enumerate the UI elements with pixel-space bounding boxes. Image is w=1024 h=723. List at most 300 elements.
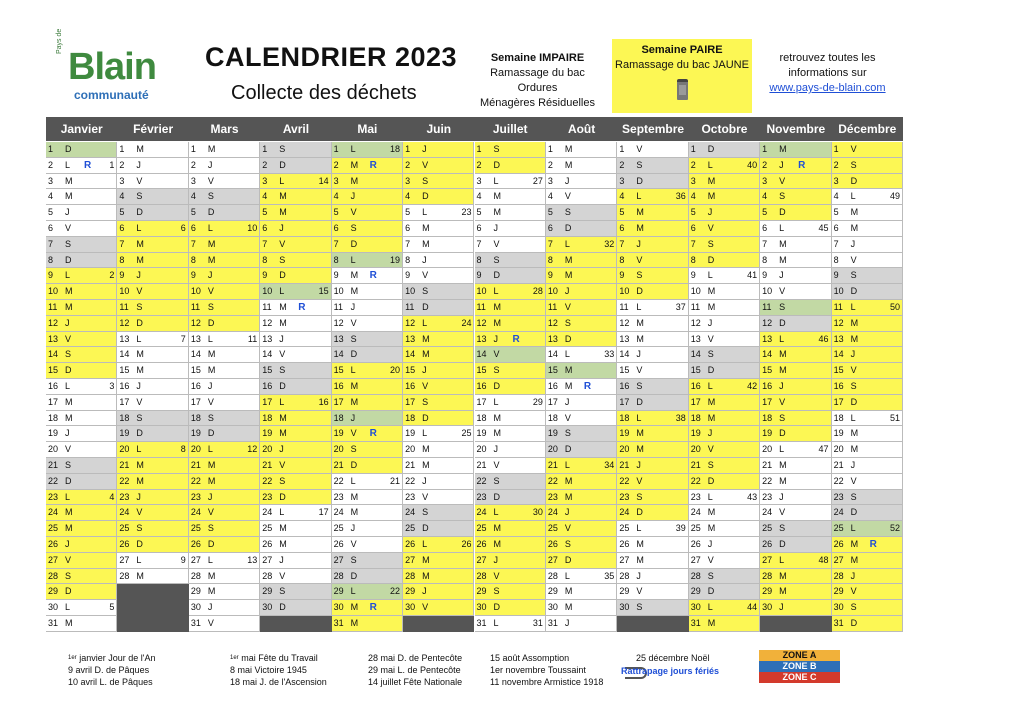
- day-letter: M: [279, 523, 287, 534]
- day-cell: [189, 284, 260, 300]
- day-number: 4: [476, 191, 482, 202]
- day-number: 24: [833, 507, 844, 518]
- day-number: 29: [476, 586, 487, 597]
- day-number: 20: [262, 444, 273, 455]
- day-cell: [332, 174, 403, 190]
- day-letter: S: [707, 349, 714, 360]
- day-letter: L: [65, 270, 71, 281]
- day-number: 1: [476, 144, 482, 154]
- day-cell: [617, 395, 688, 411]
- day-cell: [332, 300, 403, 316]
- day-letter: L: [350, 144, 356, 154]
- day-number: 22: [190, 475, 201, 486]
- day-number: 9: [547, 270, 553, 281]
- day-number: 11: [262, 302, 272, 312]
- day-number: 16: [476, 381, 487, 391]
- day-cell: [46, 347, 117, 363]
- day-number: 4: [690, 191, 696, 202]
- day-number: 8: [333, 254, 339, 265]
- day-number: 31: [833, 618, 844, 628]
- day-cell: [189, 505, 260, 521]
- day-number: 23: [762, 491, 773, 502]
- day-cell: [189, 616, 260, 632]
- day-letter: V: [422, 602, 429, 613]
- week-number: 9: [180, 554, 186, 565]
- day-number: 15: [405, 365, 416, 376]
- day-cell: [189, 442, 260, 458]
- day-letter: M: [207, 570, 216, 581]
- day-number: 21: [619, 460, 630, 470]
- day-cell: [332, 189, 403, 205]
- day-letter: S: [850, 491, 857, 502]
- day-cell: [260, 158, 331, 174]
- day-letter: M: [422, 570, 430, 581]
- day-number: 29: [48, 586, 59, 597]
- day-cell: [332, 347, 403, 363]
- day-number: 30: [333, 602, 344, 613]
- day-number: 24: [547, 507, 558, 518]
- day-number: 19: [833, 428, 844, 439]
- day-number: 11: [690, 302, 701, 312]
- day-letter: L: [707, 602, 713, 613]
- day-letter: V: [493, 460, 500, 470]
- day-number: 24: [333, 507, 344, 518]
- day-cell: [760, 253, 831, 269]
- day-number: 2: [333, 159, 339, 170]
- day-letter: L: [422, 539, 428, 549]
- day-cell: [689, 553, 760, 569]
- day-number: 18: [833, 412, 844, 423]
- day-cell: [117, 300, 188, 316]
- day-number: 28: [405, 570, 416, 581]
- day-letter: D: [850, 507, 858, 518]
- day-cell: [189, 363, 260, 379]
- day-number: 19: [262, 428, 273, 439]
- day-number: 10: [690, 286, 701, 297]
- day-cell: [617, 237, 688, 253]
- day-letter: J: [422, 144, 427, 154]
- empty-cell: [760, 616, 831, 632]
- day-letter: M: [564, 365, 573, 376]
- day-cell: [689, 395, 760, 411]
- day-letter: D: [564, 444, 572, 455]
- day-number: 9: [690, 270, 696, 281]
- day-letter: L: [564, 349, 570, 360]
- day-letter: J: [564, 396, 570, 407]
- day-number: 3: [119, 175, 125, 186]
- day-number: 10: [119, 286, 130, 297]
- day-letter: D: [350, 460, 358, 470]
- holiday-day: 15: [490, 653, 501, 663]
- day-letter: M: [350, 175, 359, 186]
- day-cell: [832, 189, 903, 205]
- day-cell: [189, 221, 260, 237]
- day-letter: V: [279, 238, 286, 249]
- day-cell: [46, 442, 117, 458]
- day-letter: D: [279, 381, 286, 391]
- day-letter: M: [636, 554, 644, 565]
- week-number: 2: [109, 270, 115, 281]
- day-number: 6: [405, 223, 411, 233]
- day-number: 27: [619, 554, 630, 565]
- day-letter: S: [707, 460, 714, 470]
- day-letter: V: [779, 396, 786, 407]
- day-letter: V: [779, 286, 786, 297]
- day-number: 24: [48, 507, 59, 518]
- day-number: 12: [119, 317, 130, 328]
- day-cell: [546, 490, 617, 506]
- day-letter: M: [493, 428, 501, 439]
- day-letter: V: [350, 428, 357, 439]
- day-letter: S: [493, 586, 500, 597]
- week-number: 10: [247, 223, 258, 233]
- day-letter: S: [207, 302, 214, 312]
- day-letter: L: [207, 333, 213, 344]
- day-number: 26: [333, 539, 344, 549]
- day-number: 3: [762, 175, 768, 186]
- day-cell: [546, 142, 617, 158]
- day-number: 8: [262, 254, 268, 265]
- day-letter: M: [350, 159, 359, 170]
- day-letter: V: [707, 444, 714, 455]
- day-letter: M: [279, 539, 287, 549]
- day-number: 15: [619, 365, 630, 376]
- day-cell: [46, 174, 117, 190]
- day-number: 18: [405, 412, 416, 423]
- day-letter: M: [707, 302, 716, 312]
- month-header-4: Mai: [357, 122, 378, 136]
- day-letter: M: [207, 365, 216, 376]
- day-number: 22: [547, 475, 558, 486]
- day-number: 30: [833, 602, 844, 613]
- day-number: 21: [547, 460, 558, 470]
- day-cell: [832, 395, 903, 411]
- month-header-0: Janvier: [60, 122, 103, 136]
- day-letter: L: [493, 175, 499, 186]
- day-number: 26: [547, 539, 558, 549]
- day-cell: [260, 316, 331, 332]
- day-letter: J: [779, 159, 784, 170]
- day-cell: [760, 537, 831, 553]
- day-cell: [832, 268, 903, 284]
- week-number: 15: [318, 286, 329, 297]
- day-cell: [760, 363, 831, 379]
- day-cell: [332, 411, 403, 427]
- day-letter: M: [207, 460, 216, 470]
- day-cell: [546, 268, 617, 284]
- day-letter: D: [779, 317, 786, 328]
- day-letter: M: [707, 286, 716, 297]
- day-number: 9: [119, 270, 125, 281]
- day-number: 29: [547, 586, 558, 597]
- week-number: 50: [889, 302, 900, 312]
- day-letter: S: [493, 475, 500, 486]
- day-letter: V: [850, 365, 857, 376]
- day-letter: V: [279, 460, 286, 470]
- day-cell: [832, 158, 903, 174]
- day-number: 4: [405, 191, 411, 202]
- day-cell: [546, 584, 617, 600]
- week-number: 40: [747, 159, 758, 170]
- day-letter: M: [850, 444, 859, 455]
- day-number: 7: [476, 238, 482, 249]
- day-letter: J: [207, 381, 213, 391]
- holidays-col3: [368, 652, 462, 688]
- day-cell: [475, 600, 546, 616]
- day-letter: V: [636, 365, 643, 376]
- day-letter: S: [636, 159, 643, 170]
- day-number: 18: [762, 412, 773, 423]
- day-cell: [117, 426, 188, 442]
- week-number: 33: [604, 349, 615, 360]
- holiday-day: 18: [230, 677, 241, 687]
- day-number: 12: [547, 317, 558, 328]
- holidays-col5: [636, 652, 710, 664]
- day-cell: [189, 379, 260, 395]
- day-cell: [332, 426, 403, 442]
- day-number: 22: [333, 475, 344, 486]
- day-cell: [546, 237, 617, 253]
- day-letter: D: [850, 618, 858, 628]
- day-cell: [617, 411, 688, 427]
- day-letter: V: [564, 523, 571, 534]
- day-cell: [832, 474, 903, 490]
- day-letter: M: [779, 586, 787, 597]
- day-number: 20: [833, 444, 844, 455]
- day-number: 19: [405, 428, 416, 439]
- day-number: 8: [476, 254, 482, 265]
- day-letter: M: [850, 333, 859, 344]
- day-letter: S: [65, 460, 72, 470]
- day-cell: [760, 379, 831, 395]
- day-letter: L: [850, 523, 856, 534]
- day-cell: [689, 332, 760, 348]
- week-number: 48: [818, 554, 829, 565]
- day-letter: D: [850, 286, 858, 297]
- day-cell: [475, 505, 546, 521]
- day-cell: [332, 332, 403, 348]
- day-letter: D: [136, 539, 143, 549]
- day-number: 11: [333, 302, 343, 312]
- day-cell: [260, 537, 331, 553]
- day-number: 20: [619, 444, 630, 455]
- day-letter: S: [493, 365, 500, 376]
- day-letter: S: [207, 412, 214, 423]
- week-number: 19: [390, 254, 401, 265]
- day-number: 28: [333, 570, 344, 581]
- day-cell: [117, 189, 188, 205]
- week-number: 1: [109, 159, 115, 170]
- day-cell: [475, 253, 546, 269]
- day-letter: D: [207, 539, 215, 549]
- day-letter: D: [65, 586, 72, 597]
- day-cell: [332, 521, 403, 537]
- day-letter: V: [707, 223, 714, 233]
- day-cell: [260, 347, 331, 363]
- day-letter: J: [493, 444, 498, 455]
- day-letter: V: [493, 570, 500, 581]
- day-cell: [117, 268, 188, 284]
- infos-line2: informations sur: [788, 67, 867, 79]
- week-number: 42: [747, 381, 758, 391]
- day-cell: [617, 553, 688, 569]
- day-cell: [475, 521, 546, 537]
- day-cell: [117, 379, 188, 395]
- day-letter: D: [422, 523, 429, 534]
- day-letter: J: [65, 428, 70, 439]
- day-number: 27: [262, 554, 273, 565]
- day-letter: M: [279, 207, 287, 218]
- day-letter: D: [493, 159, 500, 170]
- day-number: 26: [119, 539, 130, 549]
- day-letter: J: [65, 539, 70, 549]
- day-number: 17: [405, 396, 416, 407]
- semaine-impaire-legend: [470, 51, 605, 111]
- day-cell: [546, 426, 617, 442]
- day-cell: [832, 253, 903, 269]
- day-number: 12: [333, 317, 344, 328]
- day-cell: [260, 221, 331, 237]
- page-subtitle: Collecte des déchets: [231, 82, 417, 104]
- day-number: 30: [405, 602, 416, 613]
- day-cell: [117, 347, 188, 363]
- day-number: 12: [833, 317, 844, 328]
- week-number: 32: [604, 238, 615, 249]
- day-cell: [46, 553, 117, 569]
- day-cell: [760, 205, 831, 221]
- day-number: 26: [262, 539, 273, 549]
- day-letter: L: [350, 365, 356, 376]
- day-cell: [403, 205, 474, 221]
- day-cell: [189, 521, 260, 537]
- day-letter: J: [564, 175, 570, 186]
- day-letter: M: [707, 523, 716, 534]
- day-number: 7: [619, 238, 625, 249]
- day-cell: [760, 600, 831, 616]
- day-number: 17: [690, 396, 701, 407]
- day-letter: S: [636, 381, 643, 391]
- day-letter: D: [707, 365, 715, 376]
- day-letter: D: [207, 428, 215, 439]
- day-cell: [403, 521, 474, 537]
- day-number: 30: [619, 602, 630, 613]
- day-letter: M: [279, 317, 287, 328]
- day-number: 30: [262, 602, 273, 613]
- day-letter: L: [279, 286, 285, 297]
- day-number: 18: [262, 412, 273, 423]
- day-cell: [46, 363, 117, 379]
- day-number: 28: [48, 570, 59, 581]
- day-number: 8: [619, 254, 625, 265]
- day-cell: [689, 363, 760, 379]
- day-cell: [332, 474, 403, 490]
- day-number: 3: [48, 175, 54, 186]
- day-number: 6: [833, 223, 839, 233]
- day-letter: M: [850, 317, 859, 328]
- week-number: 20: [390, 365, 401, 376]
- day-number: 22: [476, 475, 487, 486]
- day-letter: J: [422, 365, 427, 376]
- rattrapage-mark: R: [869, 539, 877, 550]
- day-number: 7: [833, 238, 839, 249]
- day-number: 18: [476, 412, 487, 423]
- day-number: 19: [119, 428, 130, 439]
- holiday-day: 1er: [490, 665, 504, 675]
- day-number: 8: [690, 254, 696, 265]
- website-link[interactable]: www.pays-de-blain.com: [769, 82, 886, 94]
- day-letter: M: [350, 507, 359, 518]
- day-cell: [475, 300, 546, 316]
- holiday-line: [636, 652, 710, 664]
- day-cell: [689, 253, 760, 269]
- day-number: 2: [190, 159, 196, 170]
- day-letter: L: [350, 475, 356, 486]
- day-number: 11: [547, 302, 558, 312]
- day-cell: [189, 268, 260, 284]
- day-cell: [832, 332, 903, 348]
- day-letter: S: [279, 475, 286, 486]
- week-number: 3: [109, 381, 115, 391]
- day-cell: [475, 395, 546, 411]
- day-number: 12: [48, 317, 59, 328]
- day-number: 11: [48, 302, 58, 312]
- day-cell: [617, 363, 688, 379]
- day-letter: S: [350, 444, 357, 455]
- day-letter: D: [279, 159, 286, 170]
- day-cell: [117, 505, 188, 521]
- day-number: 12: [405, 317, 416, 328]
- day-number: 3: [619, 175, 625, 186]
- day-number: 7: [405, 238, 411, 249]
- day-letter: V: [850, 586, 857, 597]
- day-number: 22: [619, 475, 630, 486]
- day-number: 26: [405, 539, 416, 549]
- day-number: 23: [833, 491, 844, 502]
- day-number: 3: [333, 175, 339, 186]
- day-cell: [617, 174, 688, 190]
- day-number: 8: [190, 254, 196, 265]
- day-number: 9: [762, 270, 768, 281]
- day-number: 2: [762, 159, 768, 170]
- day-cell: [832, 300, 903, 316]
- day-cell: [332, 205, 403, 221]
- day-cell: [403, 379, 474, 395]
- rattrapage-mark: R: [369, 602, 377, 614]
- holiday-line: [68, 664, 155, 676]
- day-cell: [546, 395, 617, 411]
- day-number: 30: [476, 602, 487, 613]
- day-letter: V: [636, 144, 643, 154]
- day-cell: [546, 521, 617, 537]
- day-number: 17: [48, 396, 59, 407]
- day-cell: [46, 474, 117, 490]
- week-number: 27: [532, 175, 543, 186]
- day-letter: D: [564, 554, 572, 565]
- day-cell: [617, 142, 688, 158]
- page-title: CALENDRIER 2023: [205, 42, 458, 72]
- day-letter: V: [422, 159, 429, 170]
- day-cell: [760, 142, 831, 158]
- day-letter: D: [779, 428, 786, 439]
- empty-cell: [617, 616, 688, 632]
- day-cell: [403, 347, 474, 363]
- day-letter: M: [493, 191, 501, 202]
- day-cell: [332, 316, 403, 332]
- day-cell: [260, 379, 331, 395]
- day-letter: S: [564, 317, 571, 328]
- day-letter: D: [65, 254, 72, 265]
- day-number: 2: [619, 159, 625, 170]
